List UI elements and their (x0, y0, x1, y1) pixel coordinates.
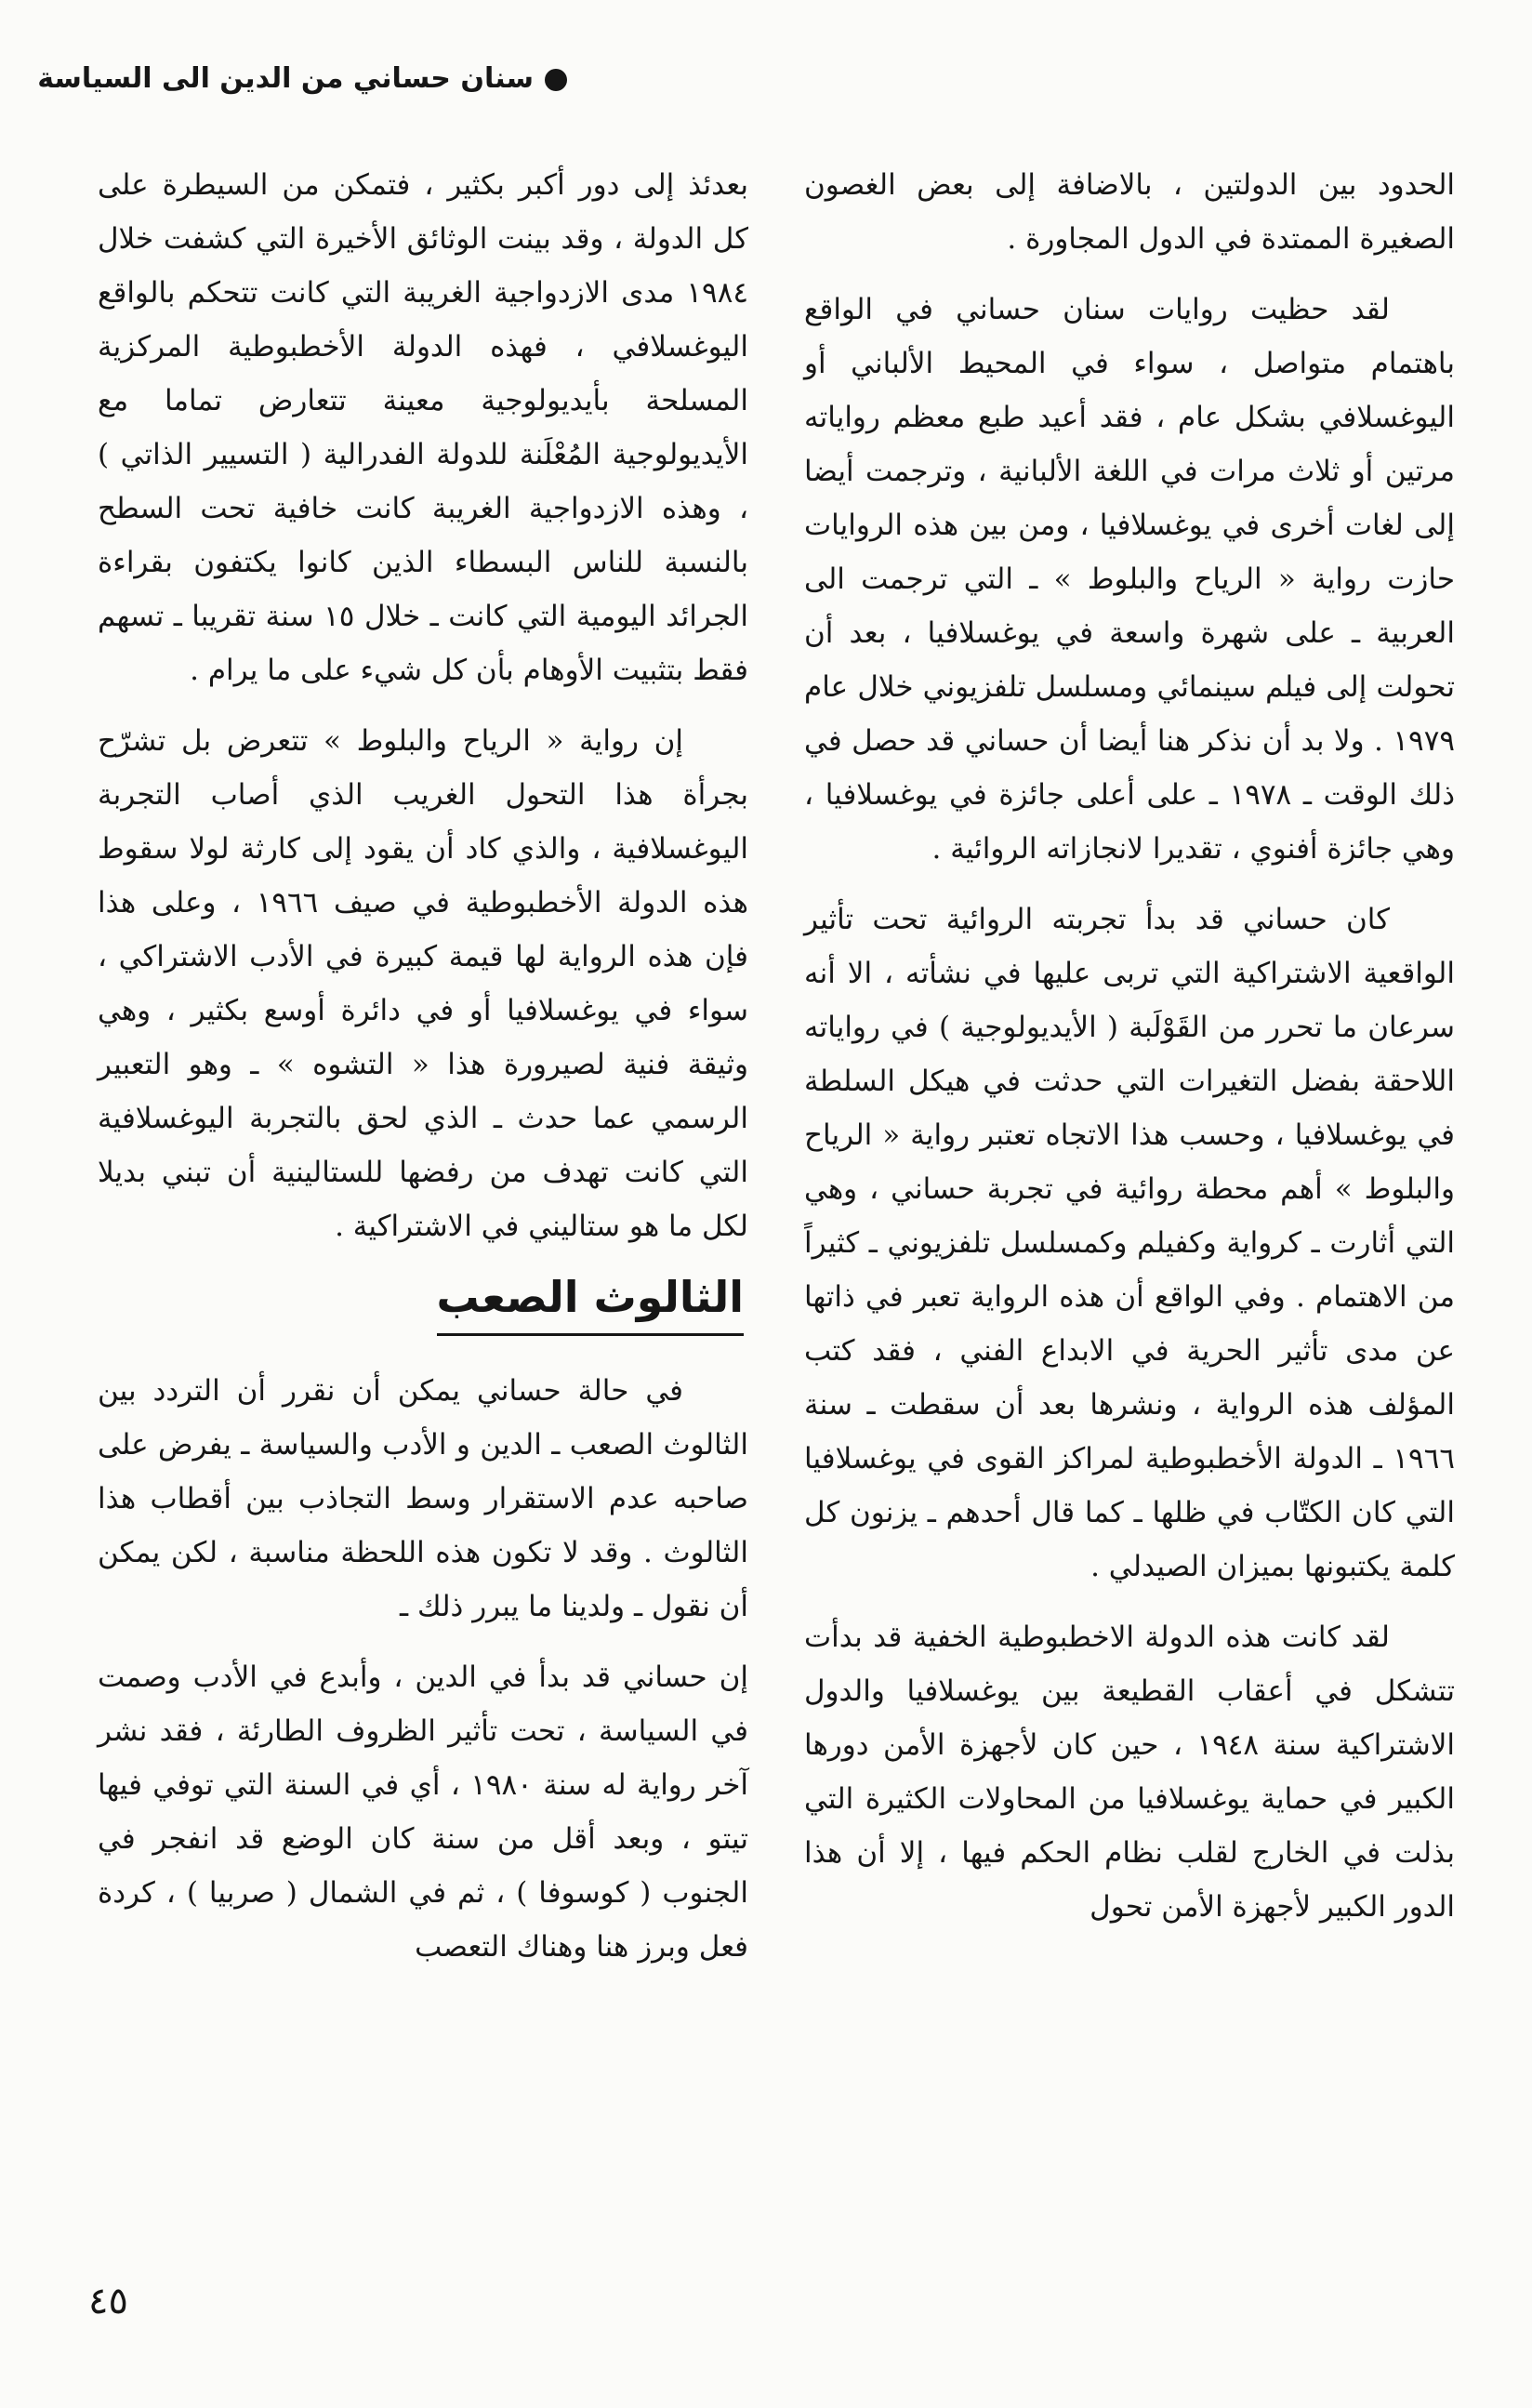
page-number: ٤٥ (88, 2280, 128, 2322)
running-head (37, 51, 567, 107)
paragraph: لقد حظيت روايات سنان حساني في الواقع باهتمام متواصل ، سواء في المحيط الألباني أو اليوغسلافي بشكل عام ، فقد أعيد طبع معظم رواياته مرتين أو ثلاث مرات في اللغة الألبانية ، وترجمت أيضا إلى لغات أخرى في يوغسلافيا ، ومن بين هذه الروايات حازت رواية « الرياح والبلوط » ـ التي ترجمت الى العربية ـ على شهرة واسعة في يوغسلافيا ، بعد أن تحولت إلى فيلم سينمائي ومسلسل تلفزيوني خلال عام ١٩٧٩ . ولا بد أن نذكر هنا أيضا أن حساني قد حصل في ذلك الوقت ـ ١٩٧٨ ـ على أعلى جائزة في يوغسلافيا ، وهي جائزة أفنوي ، تقديرا لانجازاته الروائية . (804, 293, 1455, 866)
section-heading-text: الثالوث الصعب (437, 1264, 744, 1336)
paragraph: إن حساني قد بدأ في الدين ، وأبدع في الأدب وصمت في السياسة ، تحت تأثير الظروف الطارئة ، فقد نشر آخر رواية له سنة ١٩٨٠ ، أي في السنة التي توفي فيها تيتو ، وبعد أقل من سنة كان الوضع قد انفجر في الجنوب ( كوسوفا ) ، ثم في الشمال ( صربيا ) ، كردة فعل وبرز هنا وهناك التعصب (98, 1660, 748, 1964)
left-column (98, 158, 748, 1974)
running-title: سنان حساني من الدين الى السياسة (37, 62, 534, 95)
paragraph: بعدئذ إلى دور أكبر بكثير ، فتمكن من السيطرة على كل الدولة ، وقد بينت الوثائق الأخيرة التي كشفت خلال ١٩٨٤ مدى الازدواجية الغريبة التي كانت تتحكم بالواقع اليوغسلافي ، فهذه الدولة الأخطبوطية المركزية المسلحة بأيديولوجية معينة تتعارض تماما مع الأيديولوجية المُعْلَنة للدولة الفدرالية ( التسيير الذاتي ) ، وهذه الازدواجية الغريبة كانت خافية تحت السطح بالنسبة للناس البسطاء الذين كانوا يكتفون بقراءة الجرائد اليومية التي كانت ـ خلال ١٥ سنة تقريبا ـ تسهم فقط بتثبيت الأوهام بأن كل شيء على ما يرام . (98, 168, 748, 687)
paragraph: إن رواية « الرياح والبلوط » تتعرض بل تشرّح بجرأة هذا التحول الغريب الذي أصاب التجربة اليوغسلافية ، والذي كاد أن يقود إلى كارثة لولا سقوط هذه الدولة الأخطبوطية في صيف ١٩٦٦ ، وعلى هذا فإن هذه الرواية لها قيمة كبيرة في الأدب الاشتراكي ، سواء في يوغسلافيا أو في دائرة أوسع بكثير ، وهي وثيقة فنية لصيرورة هذا « التشوه » ـ وهو التعبير الرسمي عما حدث ـ الذي لحق بالتجربة اليوغسلافية التي كانت تهدف من رفضها للستالينية أن تبني بديلا لكل ما هو ستاليني في الاشتراكية . (98, 724, 749, 1243)
bullet-dot-icon (545, 69, 567, 91)
paragraph: الحدود بين الدولتين ، بالاضافة إلى بعض الغصون الصغيرة الممتدة في الدول المجاورة . (804, 168, 1455, 256)
right-column (804, 158, 1455, 1934)
paragraph: لقد كانت هذه الدولة الاخطبوطية الخفية قد بدأت تتشكل في أعقاب القطيعة بين يوغسلافيا والدول الاشتراكية سنة ١٩٤٨ ، حين كان لأجهزة الأمن دورها الكبير في حماية يوغسلافيا من المحاولات الكثيرة التي بذلت في الخارج لقلب نظام الحكم فيها ، إلا أن هذا الدور الكبير لأجهزة الأمن تحول (804, 1621, 1455, 1924)
section-heading (98, 1264, 748, 1336)
paragraph: في حالة حساني يمكن أن نقرر أن التردد بين الثالوث الصعب ـ الدين و الأدب والسياسة ـ يفرض على صاحبه عدم الاستقرار وسط التجاذب بين أقطاب هذا الثالوث . وقد لا تكون هذه اللحظة مناسبة ، لكن يمكن أن نقول ـ ولدينا ما يبرر ذلك ـ (98, 1374, 748, 1623)
paragraph: كان حساني قد بدأ تجربته الروائية تحت تأثير الواقعية الاشتراكية التي تربى عليها في نشأته ، الا أنه سرعان ما تحرر من القَوْلَبة ( الأيديولوجية ) في رواياته اللاحقة بفضل التغيرات التي حدثت في هيكل السلطة في يوغسلافيا ، وحسب هذا الاتجاه تعتبر رواية « الرياح والبلوط » أهم محطة روائية في تجربة حساني ، وهي التي أثارت ـ كرواية وكفيلم وكمسلسل تلفزيوني ـ كثيراً من الاهتمام . وفي الواقع أن هذه الرواية تعبر في ذاتها عن مدى تأثير الحرية في الابداع الفني ، فقد كتب المؤلف هذه الرواية ، ونشرها بعد أن سقطت ـ سنة ١٩٦٦ ـ الدولة الأخطبوطية لمراكز القوى في يوغسلافيا التي كان الكتّاب في ظلها ـ كما قال أحدهم ـ يزنون كل كلمة يكتبونها بميزان الصيدلي . (804, 903, 1455, 1583)
